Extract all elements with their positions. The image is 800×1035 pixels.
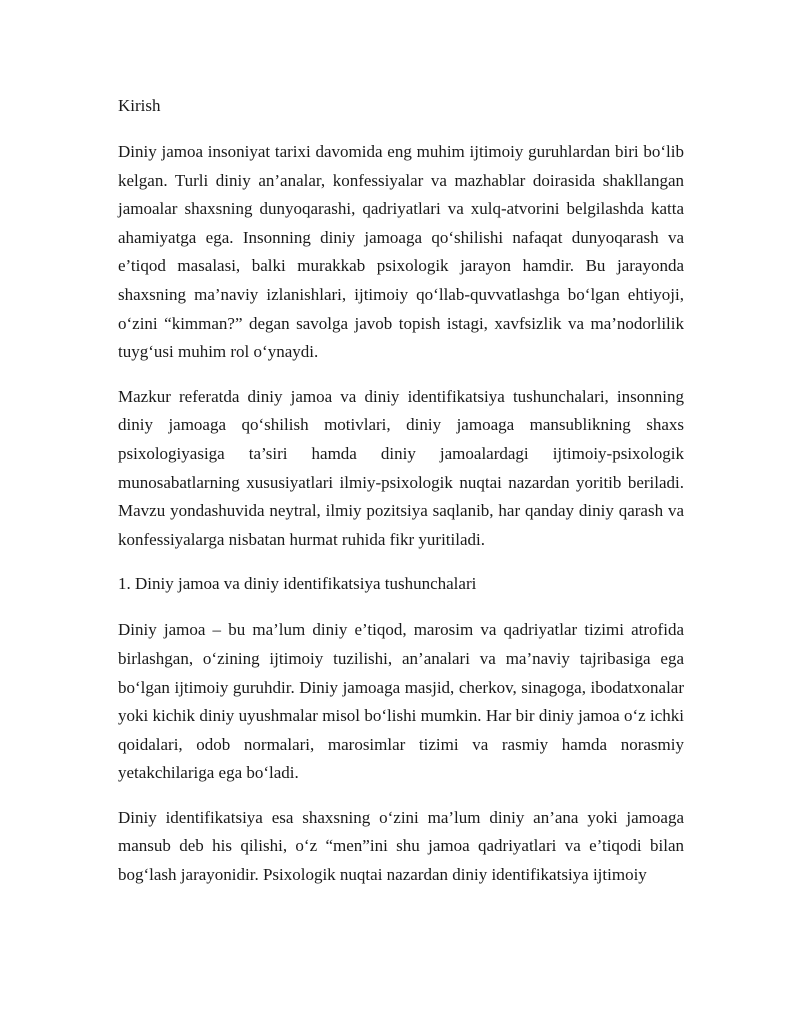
- section-1-paragraph-1: Diniy jamoa – bu ma’lum diniy e’tiqod, marosim va qadriyatlar tizimi atrofida birlashgan, o‘zining ijtimoiy tuzilishi, an’analari va ma’naviy tajribasiga ega bo‘lgan ijtimoiy guruhdir. Diniy jamoaga masjid, cherkov, sinagoga, ibodatxonalar yoki kichik diniy uyushmalar misol bo‘lishi mumkin. Har bir diniy jamoa o‘z ichki qoidalari, odob normalari, marosimlar tizimi va rasmiy hamda norasmiy yetakchilariga ega bo‘ladi.: [118, 620, 684, 783]
- document-page: [118, 92, 684, 906]
- section-1-paragraph-2: Diniy identifikatsiya esa shaxsning o‘zini ma’lum diniy an’ana yoki jamoaga mansub deb his qilishi, o‘z “men”ini shu jamoa qadriyatlari va e’tiqodi bilan bog‘lash jarayonidir. Psixologik nuqtai nazardan diniy identifikatsiya ijtimoiy: [118, 807, 684, 885]
- intro-paragraph-2: Mazkur referatda diniy jamoa va diniy identifikatsiya tushunchalari, insonning diniy jamoaga qo‘shilish motivlari, diniy jamoaga mansublikning shaxs psixologiyasiga ta’siri hamda diniy jamoalardagi ijtimoiy-psixologik munosabatlarning xususiyatlari ilmiy-psixologik nuqtai nazardan yoritib beriladi. Mavzu yondashuvida neytral, ilmiy pozitsiya saqlanib, har qanday diniy qarash va konfessiyalarga nisbatan hurmat ruhida fikr yuritiladi.: [118, 386, 684, 549]
- intro-paragraph-1: Diniy jamoa insoniyat tarixi davomida eng muhim ijtimoiy guruhlardan biri bo‘lib kelgan. Turli diniy an’analar, konfessiyalar va mazhablar doirasida shakllangan jamoalar shaxsning dunyoqarashi, qadriyatlari va xulq-atvorini belgilashda katta ahamiyatga ega. Insonning diniy jamoaga qo‘shilishi nafaqat dunyoqarash va e’tiqod masalasi, balki murakkab psixologik jarayon hamdir. Bu jarayonda shaxsning ma’naviy izlanishlari, ijtimoiy qo‘llab-quvvatlashga bo‘lgan ehtiyoji, o‘zini “kimman?” degan savolga javob topish istagi, xavfsizlik va ma’nodorlilik tuyg‘usi muhim rol o‘ynaydi.: [118, 142, 684, 362]
- section-1-heading: 1. Diniy jamoa va diniy identifikatsiya tushunchalari: [118, 574, 477, 594]
- document-title: Kirish: [118, 96, 161, 115]
